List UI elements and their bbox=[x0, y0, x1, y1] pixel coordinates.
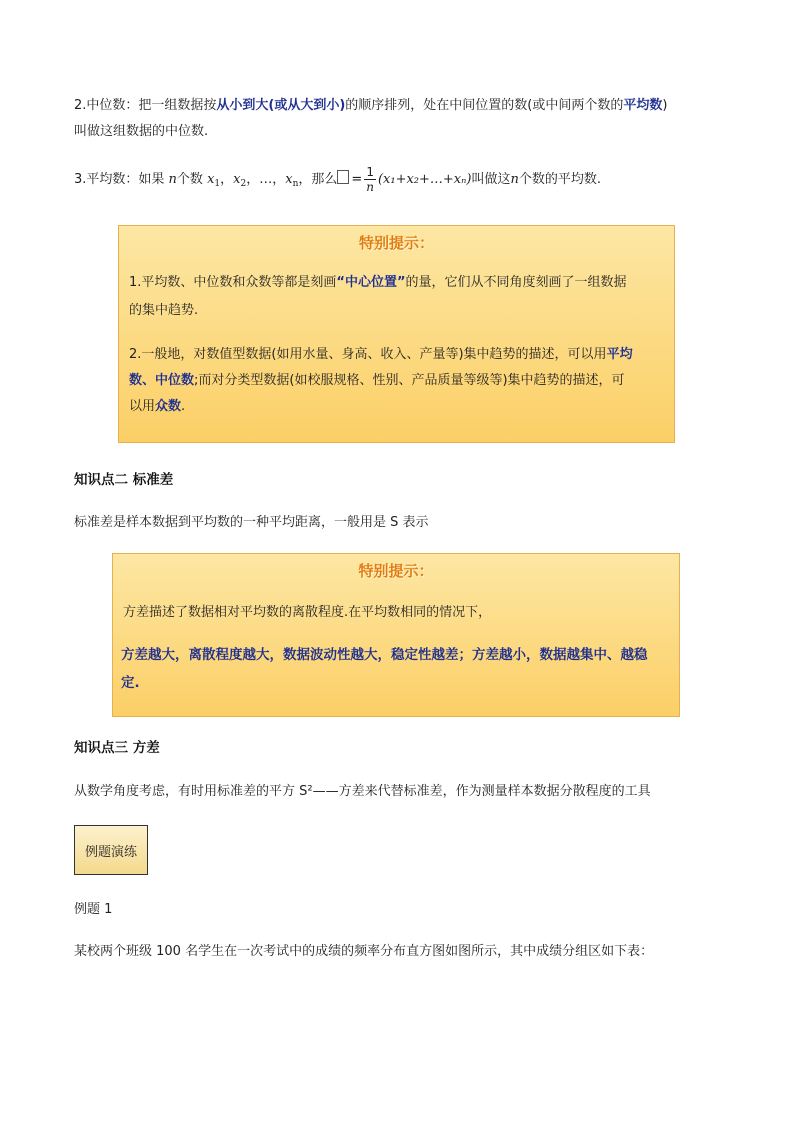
tip2-line1: 方差描述了数据相对平均数的离散程度.在平均数相同的情况下， bbox=[123, 605, 492, 620]
median-text-middle: 的顺序排列，处在中间位置的数(或中间两个数的 bbox=[345, 98, 624, 113]
example-text: 某校两个班级 100 名学生在一次考试中的成绩的频率分布直方图如图所示，其中成绩分组区如下表： bbox=[74, 944, 654, 959]
var-n: n bbox=[168, 172, 177, 187]
var-x2: $x_2$ bbox=[233, 172, 247, 189]
section-heading-variance: 知识点三 方差 bbox=[74, 740, 160, 756]
tip1-paragraph2-line2: 数、中位数;而对分类型数据(如校服规格、性别、产品质量等级等)集中趋势的描述，可 bbox=[129, 373, 625, 388]
mean-text-prefix: 3.平均数：如果 bbox=[74, 172, 165, 187]
mean-text-mid1: 个数 bbox=[176, 172, 203, 187]
sum-formula: (x₁+x₂+…+xₙ) bbox=[377, 172, 472, 187]
tip-box-2 bbox=[112, 553, 680, 717]
tip1-paragraph1-line2: 的集中趋势. bbox=[129, 303, 199, 318]
var-xn: $x_n$ bbox=[285, 172, 299, 189]
mean-text-mid2: ，那么 bbox=[298, 172, 338, 187]
x-bar-symbol bbox=[337, 170, 349, 184]
tip-box-1 bbox=[118, 225, 675, 443]
median-highlight-mean: 平均数 bbox=[623, 98, 663, 113]
tip-title-1: 特别提示： bbox=[358, 234, 434, 252]
tip1-paragraph2: 2.一般地，对数值型数据(如用水量、身高、收入、产量等)集中趋势的描述，可以用平均 bbox=[129, 347, 633, 362]
std-dev-definition: 标准差是样本数据到平均数的一种平均距离，一般用是 S 表示 bbox=[74, 515, 429, 530]
tip-title-2: 特别提示： bbox=[358, 562, 434, 580]
mean-definition: 3.平均数：如果 n个数 $x_1$，$x_2$，…，$x_n$，那么 = $\frac{1}{n}$ (x₁+x₂+…+xₙ)叫做这n个数的平均数. bbox=[74, 165, 602, 194]
section-heading-std-dev: 知识点二 标准差 bbox=[74, 472, 174, 488]
median-text-prefix: 2.中位数：把一组数据按 bbox=[74, 98, 217, 113]
variance-definition: 从数学角度考虑，有时用标准差的平方 S²——方差来代替标准差，作为测量样本数据分散程度的工具 bbox=[74, 784, 651, 799]
var-x1: $x_1$ bbox=[207, 172, 221, 189]
median-highlight-order: 从小到大(或从大到小) bbox=[216, 98, 346, 113]
tip2-line3: 定. bbox=[121, 675, 140, 691]
median-definition bbox=[74, 96, 667, 116]
example-label: 例题 1 bbox=[74, 902, 113, 917]
tip1-paragraph2-line3: 以用众数. bbox=[129, 399, 186, 414]
tip1-paragraph1: 1.平均数、中位数和众数等都是刻画“中心位置”的量，它们从不同角度刻画了一组数据 bbox=[129, 275, 627, 290]
median-definition-line2: 叫做这组数据的中位数. bbox=[74, 124, 209, 139]
median-text-suffix: ) bbox=[662, 98, 668, 113]
fraction-one-over-n: $\frac{1}{n}$ bbox=[366, 165, 375, 194]
example-practice-button[interactable]: 例题演练 bbox=[74, 825, 148, 875]
tip2-line2: 方差越大，离散程度越大，数据波动性越大，稳定性越差；方差越小，数据越集中、越稳 bbox=[121, 647, 648, 663]
